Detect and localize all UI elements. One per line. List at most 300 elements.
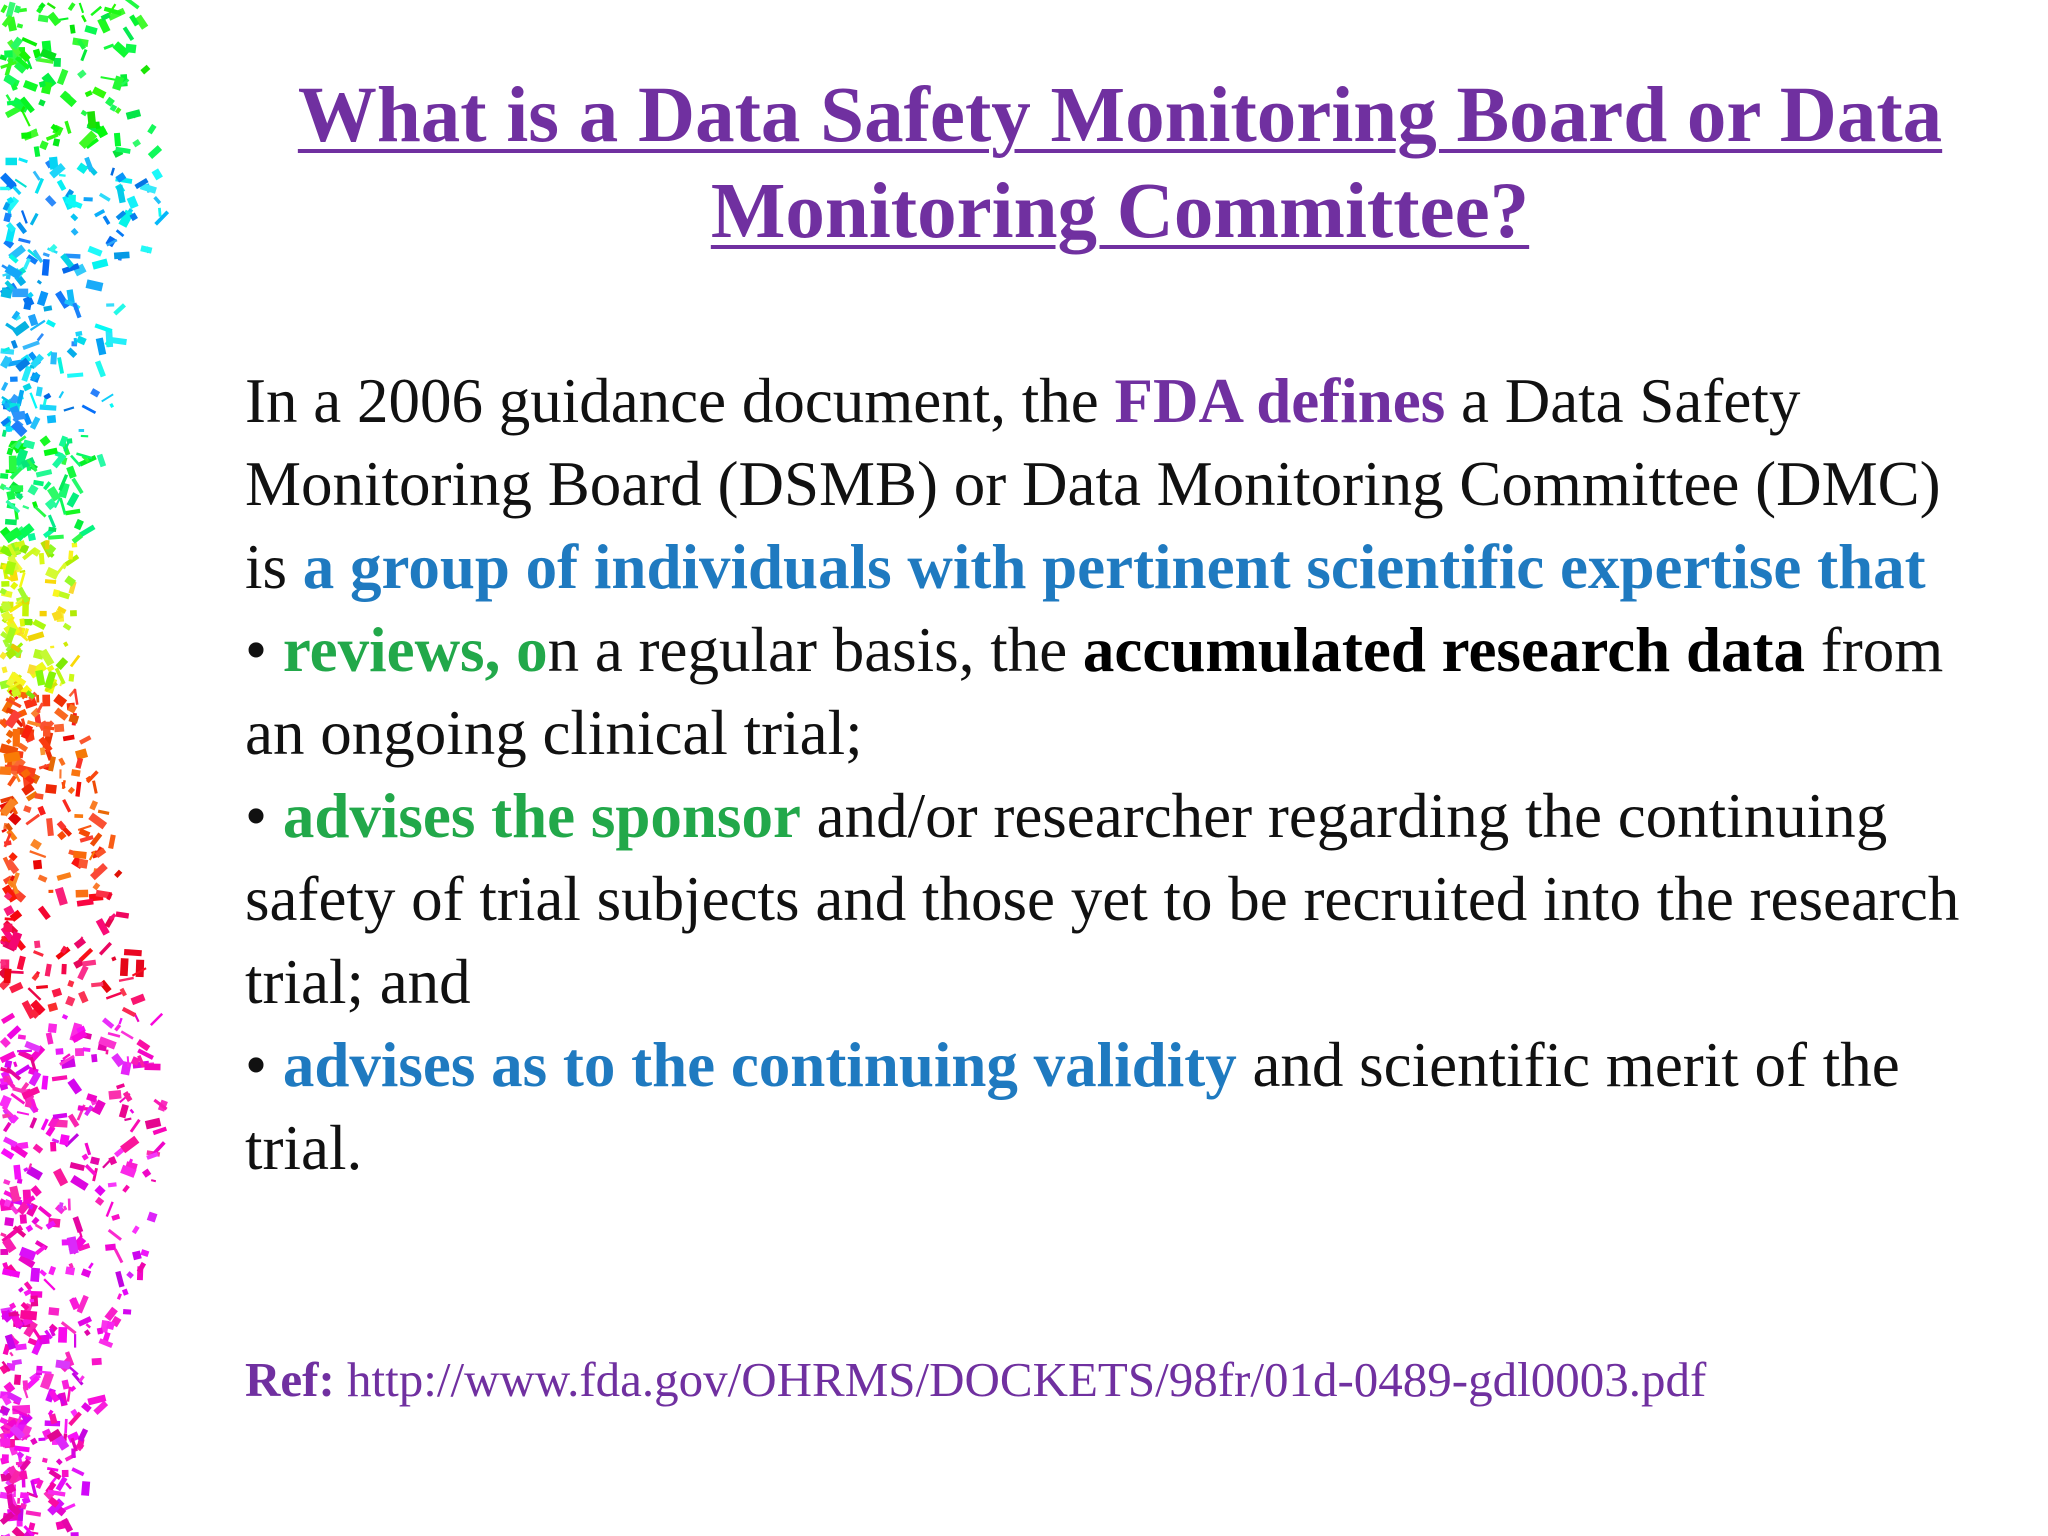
confetti-piece: [45, 964, 52, 977]
confetti-piece: [3, 923, 12, 932]
confetti-piece: [64, 1419, 67, 1434]
confetti-piece: [38, 15, 49, 23]
group-definition-highlight: a group of individuals with pertinent scientific expertise that: [302, 532, 1926, 602]
confetti-piece: [85, 1323, 91, 1328]
confetti-piece: [108, 834, 116, 849]
confetti-piece: [40, 1371, 54, 1389]
confetti-piece: [140, 1249, 149, 1257]
confetti-piece: [150, 1013, 163, 1026]
confetti-piece: [114, 252, 130, 260]
confetti-piece: [71, 1467, 84, 1476]
bullet-text-end: from an ongoing clinical trial;: [245, 615, 1944, 768]
confetti-piece: [68, 2, 76, 11]
confetti-piece: [106, 1201, 114, 1217]
confetti-piece: [78, 1105, 85, 1111]
confetti-piece: [26, 1510, 41, 1516]
confetti-piece: [58, 391, 64, 399]
confetti-piece: [3, 1122, 12, 1132]
confetti-piece: [33, 950, 44, 957]
confetti-piece: [22, 111, 31, 127]
confetti-piece: [42, 1458, 48, 1463]
confetti-piece: [136, 960, 145, 978]
confetti-piece: [41, 1075, 48, 1089]
confetti-piece: [68, 1199, 71, 1211]
ref-label: Ref:: [245, 1352, 335, 1407]
confetti-piece: [153, 1127, 167, 1136]
confetti-piece: [53, 1113, 68, 1119]
confetti-piece: [114, 1024, 121, 1032]
confetti-piece: [84, 25, 97, 35]
confetti-piece: [6, 158, 18, 166]
confetti-piece: [122, 1289, 129, 1296]
confetti-piece: [23, 80, 38, 92]
confetti-piece: [23, 258, 31, 270]
confetti-piece: [79, 429, 85, 432]
confetti-piece: [79, 3, 84, 14]
confetti-piece: [27, 484, 38, 495]
confetti-piece: [10, 376, 18, 381]
confetti-piece: [46, 818, 54, 836]
confetti-piece: [95, 1197, 104, 1206]
confetti-piece: [6, 2, 16, 18]
confetti-piece: [39, 1269, 47, 1276]
confetti-piece: [71, 228, 79, 236]
confetti-piece: [4, 968, 12, 983]
confetti-piece: [74, 1334, 76, 1348]
confetti-piece: [54, 724, 64, 733]
confetti-piece: [106, 992, 122, 1000]
confetti-piece: [67, 1236, 79, 1254]
confetti-piece: [90, 388, 100, 397]
confetti-piece: [67, 1078, 82, 1094]
confetti-piece: [96, 338, 107, 356]
confetti-piece: [65, 996, 75, 1007]
confetti-piece: [38, 875, 48, 883]
confetti-piece: [7, 448, 14, 456]
confetti-piece: [81, 435, 88, 437]
confetti-piece: [68, 551, 73, 560]
confetti-piece: [70, 610, 77, 616]
confetti-piece: [147, 124, 156, 134]
confetti-piece: [17, 23, 23, 28]
confetti-piece: [45, 784, 57, 794]
rainbow-confetti-border: [0, 0, 230, 1536]
confetti-piece: [53, 138, 60, 146]
confetti-piece: [55, 887, 68, 906]
confetti-piece: [30, 1185, 41, 1197]
confetti-piece: [90, 1156, 100, 1165]
confetti-piece: [109, 403, 114, 408]
intro-paragraph: [245, 360, 1990, 609]
confetti-piece: [120, 958, 129, 976]
confetti-piece: [94, 209, 105, 217]
confetti-piece: [57, 872, 72, 881]
confetti-piece: [30, 213, 39, 226]
confetti-piece: [73, 1216, 84, 1233]
confetti-piece: [126, 109, 141, 119]
confetti-piece: [50, 352, 57, 364]
confetti-piece: [72, 302, 81, 318]
confetti-piece: [58, 758, 65, 766]
confetti-piece: [9, 982, 23, 993]
confetti-piece: [39, 553, 45, 565]
bullet-marker: •: [245, 781, 283, 851]
confetti-piece: [73, 851, 87, 859]
confetti-piece: [75, 748, 88, 760]
confetti-piece: [50, 1142, 56, 1152]
confetti-piece: [80, 49, 87, 61]
confetti-piece: [17, 956, 26, 970]
bullet-text: and scientific merit of the trial.: [245, 1030, 1900, 1183]
confetti-piece: [33, 480, 44, 486]
confetti-piece: [147, 1212, 158, 1223]
confetti-piece: [11, 340, 18, 349]
confetti-piece: [0, 473, 8, 479]
confetti-piece: [127, 196, 139, 209]
confetti-piece: [23, 805, 31, 813]
confetti-piece: [140, 65, 150, 75]
confetti-piece: [68, 1114, 79, 1128]
confetti-piece: [60, 91, 77, 108]
confetti-piece: [108, 1229, 122, 1241]
confetti-piece: [11, 420, 28, 437]
slide-body: [245, 360, 1990, 1190]
confetti-piece: [46, 1032, 54, 1044]
confetti-piece: [132, 1250, 142, 1260]
confetti-piece: [78, 859, 88, 869]
confetti-piece: [95, 360, 106, 377]
confetti-piece: [36, 469, 52, 477]
confetti-piece: [64, 406, 75, 411]
confetti-piece: [36, 386, 43, 396]
confetti-piece: [20, 1310, 37, 1320]
confetti-piece: [40, 404, 57, 410]
confetti-piece: [89, 800, 98, 810]
confetti-piece: [3, 213, 11, 223]
confetti-piece: [103, 43, 114, 49]
confetti-piece: [9, 1352, 13, 1357]
confetti-piece: [92, 780, 98, 793]
confetti-piece: [94, 1185, 105, 1196]
confetti-piece: [18, 1287, 24, 1293]
advises-sponsor-highlight: advises the sponsor: [282, 781, 801, 851]
confetti-piece: [50, 646, 54, 649]
confetti-piece: [23, 383, 32, 391]
confetti-piece: [13, 729, 20, 747]
confetti-piece: [68, 714, 79, 724]
confetti-piece: [53, 1168, 68, 1186]
confetti-piece: [74, 689, 79, 705]
confetti-piece: [59, 17, 69, 21]
confetti-piece: [78, 991, 88, 1004]
confetti-piece: [35, 670, 45, 686]
confetti-piece: [58, 1327, 67, 1343]
confetti-piece: [34, 940, 41, 948]
confetti-piece: [34, 506, 46, 518]
confetti-piece: [114, 1249, 123, 1264]
confetti-piece: [82, 1154, 89, 1161]
confetti-piece: [45, 540, 49, 549]
confetti-piece: [35, 178, 44, 194]
confetti-piece: [33, 171, 41, 181]
confetti-piece: [75, 331, 82, 337]
bullet-marker: •: [245, 1030, 283, 1100]
confetti-piece: [108, 1032, 121, 1038]
confetti-piece: [55, 1048, 63, 1055]
confetti-piece: [17, 1178, 23, 1183]
bullet-marker: •: [245, 615, 283, 685]
confetti-piece: [37, 280, 42, 285]
confetti-piece: [48, 1307, 59, 1316]
confetti-piece: [45, 567, 59, 580]
slide-title: What is a Data Safety Monitoring Board or Data Monitoring Committee?: [297, 72, 1943, 255]
confetti-piece: [20, 1214, 27, 1224]
confetti-piece: [36, 695, 39, 703]
confetti-piece: [108, 1090, 121, 1100]
confetti-piece: [15, 179, 27, 188]
confetti-piece: [0, 1095, 12, 1109]
confetti-piece: [2, 666, 8, 673]
confetti-piece: [116, 1083, 125, 1089]
confetti-piece: [45, 195, 56, 207]
confetti-piece: [110, 168, 115, 176]
confetti-piece: [144, 1063, 160, 1070]
confetti-piece: [88, 1262, 94, 1269]
confetti-piece: [101, 393, 114, 402]
intro-text-start: In a 2006 guidance document, the: [245, 366, 1115, 436]
confetti-piece: [30, 839, 42, 850]
confetti-piece: [87, 246, 102, 257]
confetti-piece: [62, 1470, 69, 1477]
confetti-piece: [74, 519, 84, 530]
confetti-piece: [102, 1017, 114, 1028]
confetti-piece: [45, 579, 56, 584]
confetti-piece: [26, 1225, 34, 1233]
confetti-piece: [48, 515, 56, 529]
confetti-piece: [67, 492, 80, 507]
confetti-piece: [21, 132, 31, 139]
confetti-piece: [4, 403, 10, 408]
confetti-piece: [42, 259, 50, 276]
confetti-piece: [46, 319, 56, 327]
confetti-piece: [20, 1492, 29, 1499]
confetti-piece: [65, 509, 80, 516]
confetti-piece: [84, 1143, 91, 1156]
confetti-piece: [39, 1335, 50, 1345]
bullet-text: and/or researcher regarding the continuing safety of trial subjects and those yet to be recruited into the research trial; and: [245, 781, 1960, 1017]
confetti-piece: [136, 1039, 150, 1051]
confetti-piece: [119, 1104, 129, 1118]
confetti-piece: [148, 145, 162, 159]
bullet-item-validity: [245, 1024, 1990, 1190]
confetti-piece: [0, 1037, 11, 1048]
confetti-piece: [123, 1091, 133, 1102]
confetti-piece: [17, 1050, 32, 1053]
confetti-piece: [103, 215, 111, 225]
confetti-piece: [22, 505, 29, 510]
bullet-item-reviews: [245, 609, 1990, 775]
confetti-piece: [48, 1002, 59, 1012]
accumulated-data-bold: accumulated research data: [1082, 615, 1805, 685]
confetti-piece: [84, 1329, 91, 1336]
confetti-piece: [67, 980, 74, 987]
confetti-piece: [30, 1299, 35, 1302]
confetti-piece: [28, 314, 38, 326]
confetti-piece: [36, 985, 48, 989]
confetti-piece: [33, 860, 42, 870]
confetti-piece: [41, 1118, 49, 1130]
confetti-piece: [91, 1054, 97, 1062]
confetti-piece: [43, 1278, 55, 1290]
confetti-piece: [52, 1075, 68, 1081]
confetti-piece: [81, 1268, 91, 1277]
confetti-piece: [158, 208, 162, 217]
confetti-piece: [63, 735, 75, 742]
confetti-piece: [67, 348, 78, 358]
confetti-piece: [48, 1023, 57, 1033]
confetti-piece: [131, 994, 146, 1005]
confetti-piece: [116, 229, 125, 237]
confetti-piece: [74, 937, 86, 949]
confetti-piece: [15, 1064, 30, 1076]
confetti-piece: [0, 4, 7, 13]
confetti-piece: [24, 619, 32, 625]
confetti-piece: [14, 1374, 21, 1385]
confetti-piece: [78, 1428, 89, 1442]
confetti-piece: [57, 69, 68, 85]
confetti-piece: [98, 810, 110, 815]
confetti-piece: [114, 870, 122, 878]
confetti-piece: [117, 1293, 122, 1300]
confetti-piece: [122, 1185, 130, 1193]
confetti-piece: [48, 890, 53, 893]
confetti-piece: [119, 977, 134, 982]
confetti-piece: [19, 618, 25, 626]
confetti-piece: [152, 168, 163, 180]
confetti-piece: [38, 1437, 45, 1441]
confetti-piece: [115, 1271, 124, 1288]
confetti-piece: [27, 631, 44, 641]
confetti-piece: [68, 787, 75, 794]
confetti-piece: [132, 1225, 140, 1234]
confetti-piece: [38, 906, 51, 920]
confetti-piece: [3, 1179, 10, 1185]
confetti-piece: [1, 581, 9, 587]
validity-highlight: advises as to the continuing validity: [282, 1030, 1237, 1100]
confetti-piece: [70, 655, 80, 668]
confetti-piece: [31, 1217, 39, 1225]
confetti-piece: [145, 1118, 161, 1130]
confetti-piece: [7, 775, 17, 786]
confetti-piece: [59, 769, 61, 778]
confetti-piece: [123, 26, 134, 41]
confetti-piece: [92, 1358, 102, 1365]
confetti-piece: [81, 110, 88, 117]
confetti-piece: [48, 535, 64, 540]
confetti-piece: [32, 1328, 41, 1340]
confetti-piece: [122, 1007, 136, 1017]
confetti-piece: [118, 1018, 122, 1025]
confetti-piece: [59, 174, 66, 177]
confetti-piece: [90, 863, 108, 880]
confetti-piece: [108, 1156, 117, 1165]
confetti-piece: [21, 37, 37, 47]
confetti-piece: [78, 1316, 92, 1327]
confetti-piece: [34, 146, 41, 157]
confetti-piece: [86, 279, 104, 291]
confetti-piece: [92, 258, 109, 269]
confetti-piece: [81, 1481, 90, 1496]
confetti-piece: [132, 139, 141, 147]
confetti-piece: [18, 238, 31, 244]
confetti-piece: [70, 25, 76, 34]
confetti-piece: [82, 960, 96, 967]
confetti-piece: [40, 747, 46, 755]
confetti-piece: [52, 988, 63, 998]
confetti-piece: [6, 94, 12, 101]
confetti-piece: [71, 478, 83, 494]
confetti-piece: [39, 140, 48, 150]
confetti-piece: [0, 766, 11, 775]
confetti-piece: [99, 193, 111, 202]
confetti-piece: [17, 493, 23, 499]
confetti-piece: [56, 1458, 63, 1465]
confetti-piece: [0, 1249, 8, 1255]
fda-defines-highlight: FDA defines: [1114, 366, 1446, 436]
confetti-piece: [77, 899, 94, 907]
confetti-piece: [48, 1266, 56, 1275]
confetti-piece: [111, 956, 116, 961]
reviews-highlight: reviews, o: [282, 615, 548, 685]
confetti-piece: [28, 987, 42, 1001]
confetti-piece: [70, 1175, 89, 1191]
confetti-piece: [35, 1224, 43, 1230]
confetti-piece: [40, 611, 47, 616]
confetti-piece: [10, 971, 23, 974]
confetti-piece: [106, 303, 114, 306]
bullet-text: n a regular basis, the: [547, 615, 1083, 685]
confetti-piece: [43, 252, 50, 257]
confetti-piece: [94, 323, 112, 333]
confetti-piece: [71, 769, 81, 777]
confetti-piece: [13, 1061, 17, 1067]
confetti-piece: [10, 582, 18, 590]
confetti-piece: [125, 0, 140, 9]
confetti-piece: [82, 405, 97, 415]
confetti-piece: [3, 1136, 17, 1147]
confetti-piece: [29, 850, 46, 858]
confetti-piece: [71, 1532, 79, 1536]
confetti-piece: [130, 1119, 141, 1133]
confetti-piece: [75, 1048, 84, 1056]
confetti-piece: [62, 799, 71, 813]
confetti-piece: [154, 210, 169, 225]
confetti-piece: [124, 949, 142, 956]
confetti-piece: [13, 411, 26, 421]
confetti-piece: [70, 1162, 85, 1171]
ref-url[interactable]: http://www.fda.gov/OHRMS/DOCKETS/98fr/01d-0489-gdl0003.pdf: [334, 1352, 1707, 1407]
confetti-piece: [1, 382, 8, 391]
confetti-piece: [22, 340, 40, 350]
confetti-piece: [54, 58, 61, 67]
confetti-piece: [53, 694, 67, 708]
confetti-piece: [151, 1179, 156, 1182]
confetti-piece: [74, 338, 78, 345]
confetti-piece: [116, 185, 126, 203]
confetti-piece: [43, 305, 52, 311]
confetti-piece: [77, 69, 87, 78]
confetti-piece: [74, 814, 83, 818]
